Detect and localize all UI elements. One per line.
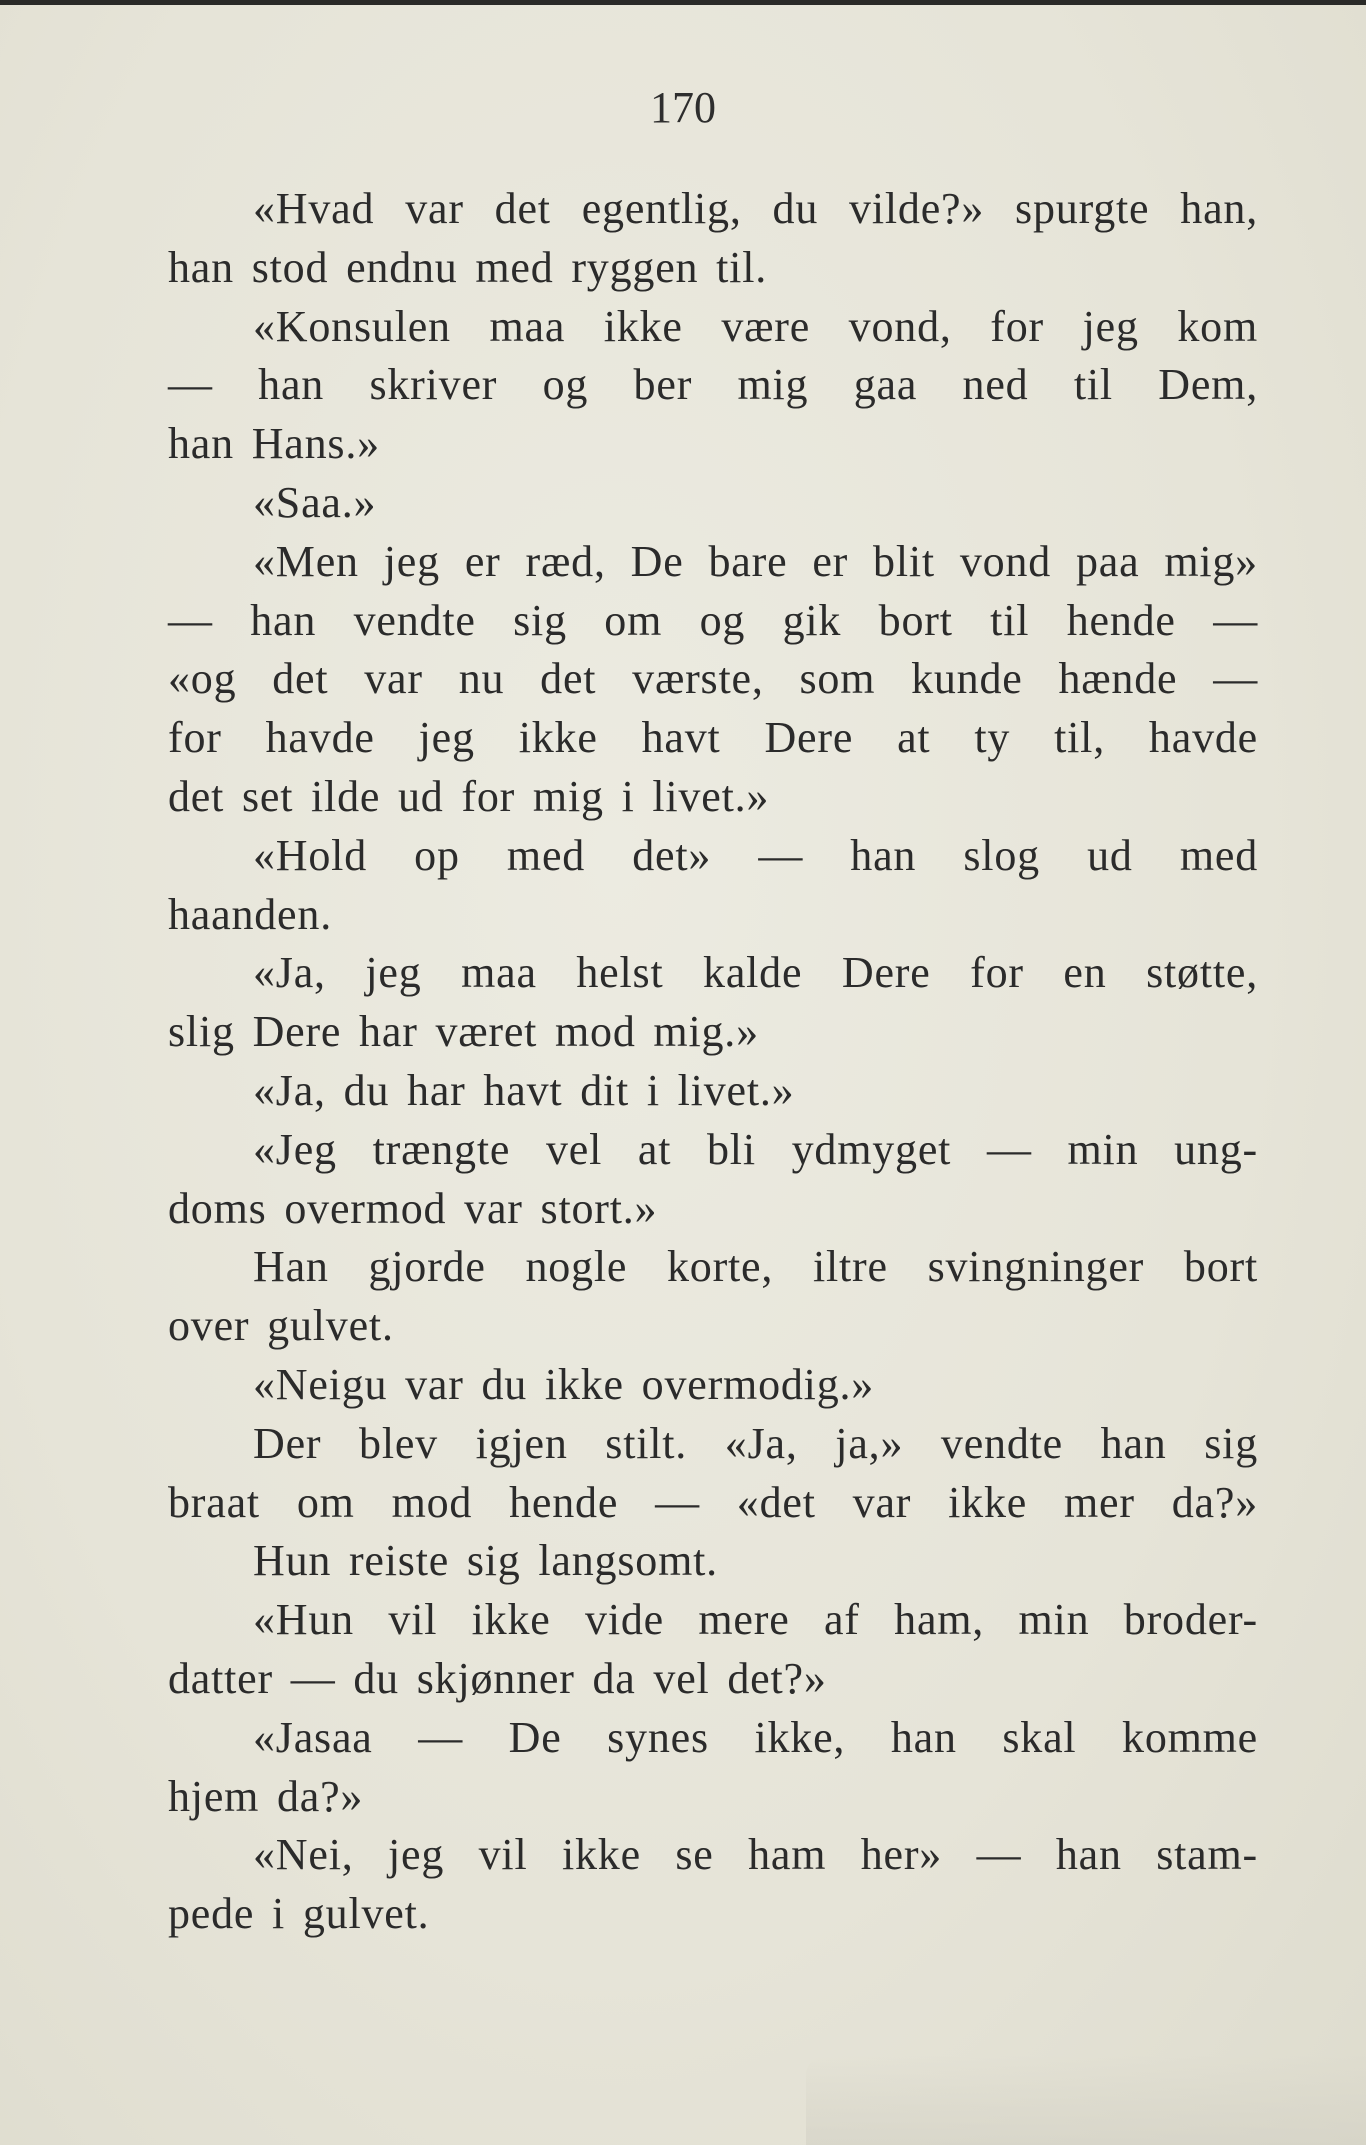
text-line: han stod endnu med ryggen til. xyxy=(168,242,768,292)
text-line: over gulvet. xyxy=(168,1301,394,1351)
text-line: braat om mod hende — «det var ikke mer da?» xyxy=(168,1477,1258,1527)
page-corner-shadow xyxy=(806,2055,1366,2145)
text-line: Hun reiste sig langsomt. xyxy=(253,1536,718,1586)
page-number: 170 xyxy=(650,83,716,132)
text-line: «Konsulen maa ikke være vond, for jeg kom xyxy=(253,301,1258,351)
text-line: «Hun vil ikke vide mere af ham, min broder- xyxy=(253,1595,1258,1645)
text-line: «Saa.» xyxy=(253,477,377,527)
text-line: — han vendte sig om og gik bort til hende — xyxy=(168,595,1258,645)
text-line: for havde jeg ikke havt Dere at ty til, havde xyxy=(168,713,1258,763)
text-line: «Men jeg er ræd, De bare er blit vond paa mig» xyxy=(253,536,1258,586)
text-line: Han gjorde nogle korte, iltre svingninger bort xyxy=(253,1242,1258,1292)
text-line: — han skriver og ber mig gaa ned til Dem, xyxy=(168,360,1258,410)
text-line: pede i gulvet. xyxy=(168,1889,430,1939)
text-line: datter — du skjønner da vel det?» xyxy=(168,1653,827,1703)
text-line: han Hans.» xyxy=(168,419,380,469)
text-line: «Ja, jeg maa helst kalde Dere for en støtte, xyxy=(253,948,1258,998)
text-line: Der blev igjen stilt. «Ja, ja,» vendte han sig xyxy=(253,1418,1258,1468)
text-line: «Hvad var det egentlig, du vilde?» spurgte han, xyxy=(253,184,1258,233)
text-line: «og det var nu det værste, som kunde hænde — xyxy=(168,654,1258,704)
text-line: haanden. xyxy=(168,889,332,939)
text-line: «Jeg trængte vel at bli ydmyget — min ung- xyxy=(253,1124,1258,1174)
text-line: slig Dere har været mod mig.» xyxy=(168,1007,759,1057)
text-line: hjem da?» xyxy=(168,1771,364,1821)
text-line: «Ja, du har havt dit i livet.» xyxy=(253,1065,795,1115)
text-line: det set ilde ud for mig i livet.» xyxy=(168,771,770,821)
text-line: «Jasaa — De synes ikke, han skal komme xyxy=(253,1712,1258,1762)
text-line: «Hold op med det» — han slog ud med xyxy=(253,830,1258,880)
page-text-body xyxy=(168,180,1258,1944)
page-top-edge xyxy=(0,0,1366,5)
text-line: «Neigu var du ikke overmodig.» xyxy=(253,1359,875,1409)
text-line: doms overmod var stort.» xyxy=(168,1183,658,1233)
text-line: «Nei, jeg vil ikke se ham her» — han stam- xyxy=(253,1830,1258,1880)
